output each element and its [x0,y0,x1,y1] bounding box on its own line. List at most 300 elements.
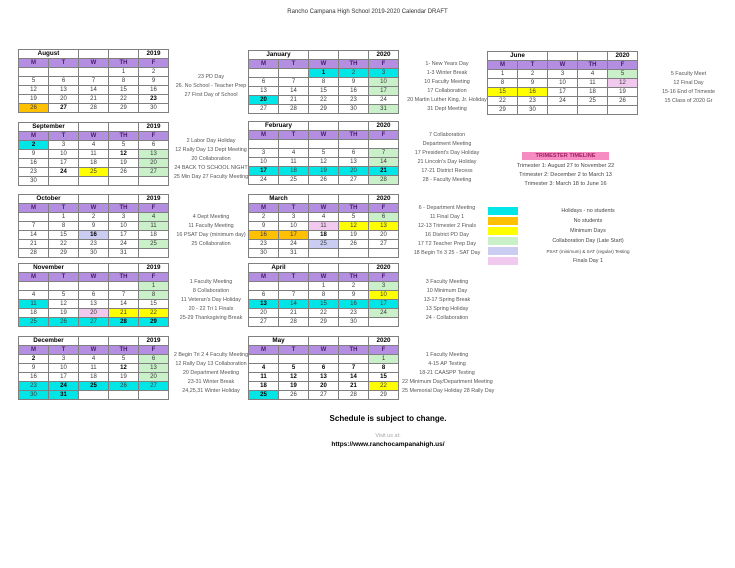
day-cell: 11 [309,222,339,231]
empty-cell [578,52,608,61]
day-header: T [279,204,309,213]
day-cell: 13 [249,300,279,309]
day-cell: 16 [79,231,109,240]
day-cell: 24 [49,168,79,177]
note-line: 17 Collaboration [427,88,467,94]
empty-cell [339,122,369,131]
note-line: 1- New Years Day [425,61,469,67]
day-cell: 15 [309,87,339,96]
day-header: T [49,346,79,355]
day-cell: 20 [249,96,279,105]
day-cell [548,106,578,115]
month-name: March [249,195,309,204]
day-cell: 30 [518,106,548,115]
day-cell: 17 [369,87,399,96]
day-cell: 15 [139,300,169,309]
legend-swatch-cyan [488,207,518,215]
day-cell: 16 [339,87,369,96]
day-header: TH [339,60,369,69]
month-table-march [248,194,399,258]
day-cell [309,355,339,364]
month-notes-august [172,73,250,100]
month-table-january [248,50,399,114]
day-header: M [249,346,279,355]
month-year: 2019 [139,337,169,346]
legend-label: PSAT (minimum) & SAT (regular) Testing [546,248,630,254]
day-cell: 24 [369,309,399,318]
legend-label: Minimum Days [570,228,606,234]
day-cell: 15 [488,88,518,97]
day-cell: 10 [49,364,79,373]
day-cell: 11 [79,364,109,373]
day-cell: 21 [369,167,399,176]
month-name: June [488,52,548,61]
day-cell: 7 [339,364,369,373]
day-cell: 16 [19,373,49,382]
day-cell [139,177,169,186]
day-header: M [19,59,49,68]
day-cell: 1 [139,282,169,291]
month-table-september [18,122,169,186]
day-cell [109,391,139,400]
day-cell: 13 [139,364,169,373]
day-cell: 14 [109,300,139,309]
day-cell: 22 [109,95,139,104]
day-cell: 11 [249,373,279,382]
trimester-timeline-rows [478,162,653,189]
page-title: Rancho Campana High School 2019-2020 Calendar DRAFT [287,9,448,15]
day-cell: 10 [49,150,79,159]
day-cell: 12 [309,158,339,167]
month-table-october [18,194,169,258]
day-header: TH [339,204,369,213]
month-year: 2020 [369,51,399,60]
month-year: 2020 [369,195,399,204]
trimester-row: Trimester 1: August 27 to November 22 [516,163,615,169]
empty-cell [339,337,369,346]
note-line: 20 Collaboration [191,155,231,162]
day-cell: 24 [279,240,309,249]
day-cell: 23 [249,240,279,249]
day-cell [19,68,49,77]
day-cell: 1 [109,68,139,77]
day-cell: 16 [339,300,369,309]
empty-cell [79,195,109,204]
note-line: 25 Collaboration [191,241,231,247]
note-line: 3 Faculty Meeting [425,278,469,285]
note-line: 7 Collaboration [428,132,466,138]
day-cell: 12 [109,150,139,159]
day-header: M [249,273,279,282]
day-header: F [139,132,169,141]
day-cell: 5 [19,77,49,86]
day-cell: 17 [548,88,578,97]
day-cell: 31 [109,249,139,258]
month-october [18,194,250,258]
day-cell: 10 [109,222,139,231]
day-header: F [369,273,399,282]
day-cell: 1 [369,355,399,364]
month-notes-december [172,351,250,396]
day-cell: 15 [109,86,139,95]
empty-cell [339,51,369,60]
day-cell: 22 [49,240,79,249]
day-cell: 4 [249,364,279,373]
month-august [18,49,250,113]
day-cell: 12 [608,79,638,88]
note-line: 16 PSAT Day (minimum day) [176,232,246,238]
day-header: W [309,131,339,140]
day-cell [369,249,399,258]
note-line: 1 Faculty Meeting [425,351,469,358]
day-cell: 13 [249,87,279,96]
day-cell: 14 [19,231,49,240]
legend-label: Finals Day 1 [573,258,603,264]
day-cell: 16 [19,159,49,168]
day-header: F [369,131,399,140]
trimester-row: Trimester 3: March 18 to June 16 [524,181,607,187]
month-name: February [249,122,309,131]
legend-label: Collaboration Day (Late Start) [552,238,624,244]
legend-swatch-yellow [488,227,518,235]
month-may [248,336,495,400]
day-cell [279,140,309,149]
empty-cell [309,337,339,346]
note-line: 11 Final Day 1 [429,214,465,220]
day-cell: 2 [249,213,279,222]
day-cell: 10 [249,158,279,167]
month-year: 2020 [369,122,399,131]
day-cell: 2 [19,141,49,150]
day-header: W [309,60,339,69]
day-header: F [608,61,638,70]
day-cell [578,106,608,115]
day-header: F [139,204,169,213]
day-cell: 6 [79,291,109,300]
note-line: 20 Martin Luther King, Jr. Holiday [407,97,487,103]
day-cell: 25 [79,382,109,391]
day-cell: 8 [369,364,399,373]
day-cell: 23 [139,95,169,104]
day-cell: 9 [139,77,169,86]
day-cell: 14 [279,87,309,96]
day-cell: 5 [279,364,309,373]
legend-item [488,256,658,266]
note-line: 25 Min Day 27 Faculty Meeting [173,173,249,180]
day-cell: 23 [19,382,49,391]
note-line: 17 President's Day Holiday [414,150,480,156]
day-cell: 9 [518,79,548,88]
note-line: 26. No School - Teacher Prep [175,82,247,89]
day-cell: 5 [109,141,139,150]
day-cell: 14 [79,86,109,95]
day-header: W [309,273,339,282]
empty-cell [109,123,139,132]
day-cell: 7 [279,78,309,87]
day-cell: 21 [279,96,309,105]
day-cell: 9 [339,78,369,87]
day-cell: 6 [249,291,279,300]
day-cell: 22 [488,97,518,106]
day-cell: 27 [139,382,169,391]
note-line: 12-13 Trimester 2 Finals [417,223,477,229]
legend-item [488,236,658,246]
day-header: F [369,204,399,213]
day-cell [249,140,279,149]
day-header: T [518,61,548,70]
day-cell: 31 [49,391,79,400]
day-cell: 20 [139,373,169,382]
day-cell [139,391,169,400]
month-year: 2019 [139,50,169,59]
month-table-may [248,336,399,400]
empty-cell [79,50,109,59]
month-notes-january [402,60,492,114]
day-cell: 16 [139,86,169,95]
day-header: W [79,346,109,355]
legend-item [488,226,658,236]
day-cell: 13 [339,158,369,167]
day-header: F [369,60,399,69]
day-cell: 21 [19,240,49,249]
day-cell: 24 [49,382,79,391]
day-cell: 13 [309,373,339,382]
day-cell: 1 [49,213,79,222]
day-cell: 3 [548,70,578,79]
day-cell: 17 [49,373,79,382]
day-cell: 11 [79,150,109,159]
note-line: 1-3 Winter Break [426,70,468,76]
note-line: 6 - Department Meeting [418,205,476,211]
day-cell: 13 [79,300,109,309]
empty-cell [339,195,369,204]
day-cell: 20 [139,159,169,168]
note-line: 21 Lincoln's Day Holiday [417,159,477,165]
day-cell: 24 [548,97,578,106]
note-line: 17-21 District Recess [421,168,473,174]
day-cell: 5 [49,291,79,300]
legend-item [488,216,658,226]
day-header: TH [109,132,139,141]
day-cell [249,355,279,364]
day-header: W [79,59,109,68]
day-cell [279,282,309,291]
day-header: F [139,346,169,355]
note-line: 23-31 Winter Break [187,378,235,385]
empty-cell [309,122,339,131]
day-cell: 8 [49,222,79,231]
day-cell [279,355,309,364]
trimester-timeline [478,144,653,189]
month-notes-may [402,351,495,396]
day-cell: 3 [279,213,309,222]
day-cell: 26 [279,391,309,400]
day-cell: 5 [309,149,339,158]
day-cell: 30 [339,105,369,114]
day-cell: 25 [249,391,279,400]
note-line: 25-29 Thanksgiving Break [179,314,243,321]
day-cell: 4 [578,70,608,79]
month-notes-april [402,278,492,323]
note-line: 16 District PD Day [424,232,470,238]
day-cell: 11 [139,222,169,231]
month-september [18,122,250,186]
day-header: M [19,273,49,282]
day-cell [79,391,109,400]
day-cell: 25 [279,176,309,185]
day-cell: 25 [578,97,608,106]
day-cell: 5 [109,355,139,364]
day-cell [79,177,109,186]
day-header: TH [339,273,369,282]
day-cell: 19 [109,373,139,382]
day-cell: 13 [49,86,79,95]
day-cell: 28 [109,318,139,327]
day-cell: 9 [79,222,109,231]
day-cell: 30 [139,104,169,113]
day-header: TH [109,346,139,355]
month-table-november [18,263,169,327]
day-cell: 5 [339,213,369,222]
month-year: 2019 [139,264,169,273]
day-header: TH [109,204,139,213]
month-notes-november [172,278,250,323]
day-cell [608,106,638,115]
day-cell: 25 [309,240,339,249]
day-cell [79,282,109,291]
visit-us-label: Visit us at: [375,433,401,439]
day-cell: 15 [309,300,339,309]
day-cell: 18 [578,88,608,97]
website-link[interactable]: https://www.ranchocampanahigh.us/ [331,441,445,448]
day-header: M [249,60,279,69]
day-cell: 1 [309,282,339,291]
month-notes-march [402,204,492,258]
day-cell: 2 [339,282,369,291]
month-year: 2019 [139,123,169,132]
day-header: W [79,273,109,282]
day-cell: 8 [488,79,518,88]
day-cell: 27 [309,391,339,400]
day-cell: 15 [369,373,399,382]
day-cell: 19 [339,231,369,240]
day-cell: 28 [369,176,399,185]
day-cell: 28 [279,318,309,327]
day-cell: 25 [19,318,49,327]
day-cell [109,177,139,186]
month-year: 2019 [139,195,169,204]
day-cell: 31 [369,105,399,114]
day-cell: 15 [49,231,79,240]
day-cell: 23 [19,168,49,177]
day-cell: 19 [49,309,79,318]
day-cell: 23 [518,97,548,106]
note-line: 10 Minimum Day [426,287,468,294]
day-cell: 6 [249,78,279,87]
day-cell: 5 [608,70,638,79]
day-cell: 2 [19,355,49,364]
day-cell: 19 [109,159,139,168]
day-cell: 18 [309,231,339,240]
day-cell: 7 [369,149,399,158]
day-cell: 26 [309,176,339,185]
month-name: August [19,50,79,59]
empty-cell [109,195,139,204]
day-header: W [309,346,339,355]
note-line: 13-17 Spring Break [423,296,471,303]
day-cell [369,318,399,327]
legend-label: No students [573,218,603,224]
day-cell: 29 [488,106,518,115]
day-cell: 21 [279,309,309,318]
legend-label: Holidays - no students [561,208,615,214]
note-line: 13 Spring Holiday [425,305,469,312]
legend-swatch-lavender [488,247,518,255]
day-header: T [279,131,309,140]
day-cell: 23 [339,309,369,318]
day-header: F [139,273,169,282]
empty-cell [309,51,339,60]
day-header: F [139,59,169,68]
note-line: 4-15 AP Testing [428,360,466,367]
note-line: 12 Rally Day 13 Dept Meeting [175,146,247,153]
day-header: F [369,346,399,355]
day-header: M [249,204,279,213]
day-cell: 24 [109,240,139,249]
day-cell: 21 [79,95,109,104]
day-cell: 25 [139,240,169,249]
day-cell: 30 [19,177,49,186]
day-header: M [19,346,49,355]
day-header: T [49,59,79,68]
month-march [248,194,492,258]
day-cell: 27 [369,240,399,249]
day-cell: 3 [369,69,399,78]
day-cell: 20 [49,95,79,104]
note-line: 17 T2 Teacher Prep Day [417,241,477,247]
note-line: 15 Class of 2020 Gr [664,98,713,104]
note-line: 15-16 End of Trimeste [661,89,716,95]
day-cell: 27 [249,318,279,327]
day-cell: 6 [139,355,169,364]
day-cell: 28 [339,391,369,400]
month-notes-june [641,70,735,106]
note-line: 4 Dept Meeting [192,214,230,220]
day-cell: 26 [109,382,139,391]
month-name: December [19,337,79,346]
month-table-june [487,51,638,115]
note-line: 22 Minimum Day/Department Meeting [402,378,493,385]
day-cell: 16 [249,231,279,240]
day-cell [279,69,309,78]
note-line: 11 Veteran's Day Holiday [181,296,241,303]
day-header: W [79,204,109,213]
day-cell: 30 [339,318,369,327]
day-cell: 29 [109,104,139,113]
day-cell: 10 [548,79,578,88]
note-line: 24,25,31 Winter Holiday [182,387,240,394]
note-line: 8 Collaboration [192,287,230,294]
note-line: 20 - 22 Tri 1 Finals [188,305,234,312]
month-notes-september [172,137,250,182]
legend-swatch-green [488,237,518,245]
day-cell: 20 [309,382,339,391]
day-cell: 3 [49,141,79,150]
day-cell: 29 [309,318,339,327]
day-cell: 13 [139,150,169,159]
day-cell: 29 [139,318,169,327]
day-cell: 22 [309,309,339,318]
